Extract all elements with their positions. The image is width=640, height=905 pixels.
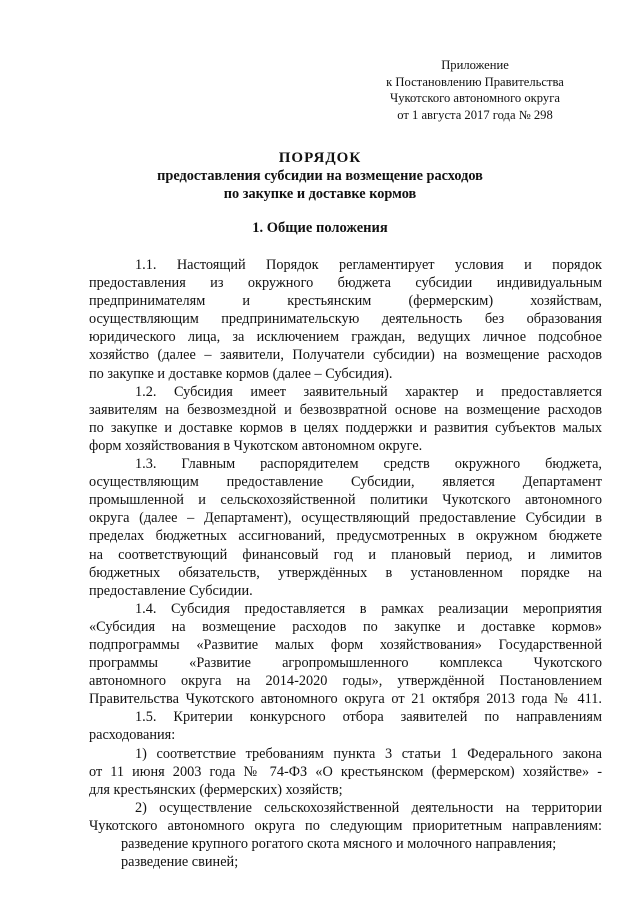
appendix-date: от 1 августа 2017 года № 298 <box>397 107 553 122</box>
text-line: форм хозяйствования в Чукотском автономном округе. <box>89 437 423 454</box>
text-line: предоставления из окружного бюджета субсидии индивидуальным <box>89 275 602 292</box>
document-title: ПОРЯДОК <box>278 150 362 166</box>
section-heading: 1. Общие положения <box>252 220 388 236</box>
text-line: 1.1. Настоящий Порядок регламентирует условия и порядок <box>135 257 602 273</box>
text-line: пределах бюджетных ассигнований, предусмотренных в окружном бюджете <box>89 528 602 545</box>
text-line: 1.2. Субсидия имеет заявительный характер и предоставляется <box>135 383 602 400</box>
appendix-decree: к Постановлению Правительства <box>386 74 564 89</box>
text-line: для крестьянских (фермерских) хозяйств; <box>89 781 343 798</box>
text-line: по закупке и доставке кормов в целях поддержки и развития субъектов малых <box>89 419 602 436</box>
text-line: разведение свиней; <box>121 854 239 871</box>
document-subtitle-line-1: предоставления субсидии на возмещение расходов <box>157 168 483 184</box>
appendix-label: Приложение <box>441 58 509 72</box>
text-line: заявителям на безвозмездной и безвозвратной основе на возмещение расходов <box>89 401 602 418</box>
text-line: по закупке и доставке кормов (далее – Субсидия). <box>89 365 393 382</box>
text-line: от 11 июня 2003 года № 74-ФЗ «О крестьянском (фермерском) хозяйстве» - <box>89 763 602 780</box>
text-line: хозяйство (далее – заявители, Получатели субсидии) на возмещение расходов <box>89 347 602 364</box>
text-line: промышленной и сельскохозяйственной политики Чукотского автономного <box>89 492 602 509</box>
text-line: автономного округа на 2014-2020 годы», утверждённой Постановлением <box>89 673 602 690</box>
text-line: Чукотского автономного округа по следующим приоритетным направлениям: <box>89 817 602 834</box>
text-line: Правительства Чукотского автономного округа от 21 октября 2013 года № 411. <box>89 691 602 708</box>
text-line: осуществляющим предпринимательскую деятельность без образования <box>89 311 602 328</box>
text-line: 2) осуществление сельскохозяйственной деятельности на территории <box>135 799 602 816</box>
text-line: бюджетных обязательств, утверждённых в установленном порядке на <box>89 564 602 581</box>
text-line: расходования: <box>89 727 176 744</box>
text-line: осуществляющим предоставление Субсидии, является Департамент <box>89 474 602 491</box>
text-line: 1.3. Главным распорядителем средств окружного бюджета, <box>135 456 602 473</box>
text-line: 1.4. Субсидия предоставляется в рамках реализации мероприятия <box>135 600 602 617</box>
text-line: подпрограммы «Развитие малых форм хозяйствования» Государственной <box>89 636 602 653</box>
text-line: округа (далее – Департамент), осуществляющий предоставление Субсидии в <box>89 510 602 527</box>
text-line: на соответствующий финансовый год и плановый период, и лимитов <box>89 546 602 563</box>
text-line: программы «Развитие агропромышленного комплекса Чукотского <box>89 655 602 672</box>
document-body <box>89 256 602 871</box>
text-line: разведение крупного рогатого скота мясного и молочного направления; <box>121 836 557 852</box>
text-line: «Субсидия на возмещение расходов по закупке и доставке кормов» <box>89 618 602 635</box>
appendix-block <box>360 57 590 123</box>
text-line: предпринимателям и крестьянским (фермерским) хозяйствам, <box>89 293 602 310</box>
text-line: 1) соответствие требованиям пункта 3 статьи 1 Федерального закона <box>135 745 602 762</box>
appendix-region: Чукотского автономного округа <box>390 91 560 105</box>
text-line: 1.5. Критерии конкурсного отбора заявителей по направлениям <box>135 709 602 726</box>
document-subtitle-line-2: по закупке и доставке кормов <box>223 186 417 202</box>
text-line: предоставление Субсидии. <box>89 582 253 599</box>
text-line: юридического лица, за исключением граждан, ведущих личное подсобное <box>89 329 602 346</box>
